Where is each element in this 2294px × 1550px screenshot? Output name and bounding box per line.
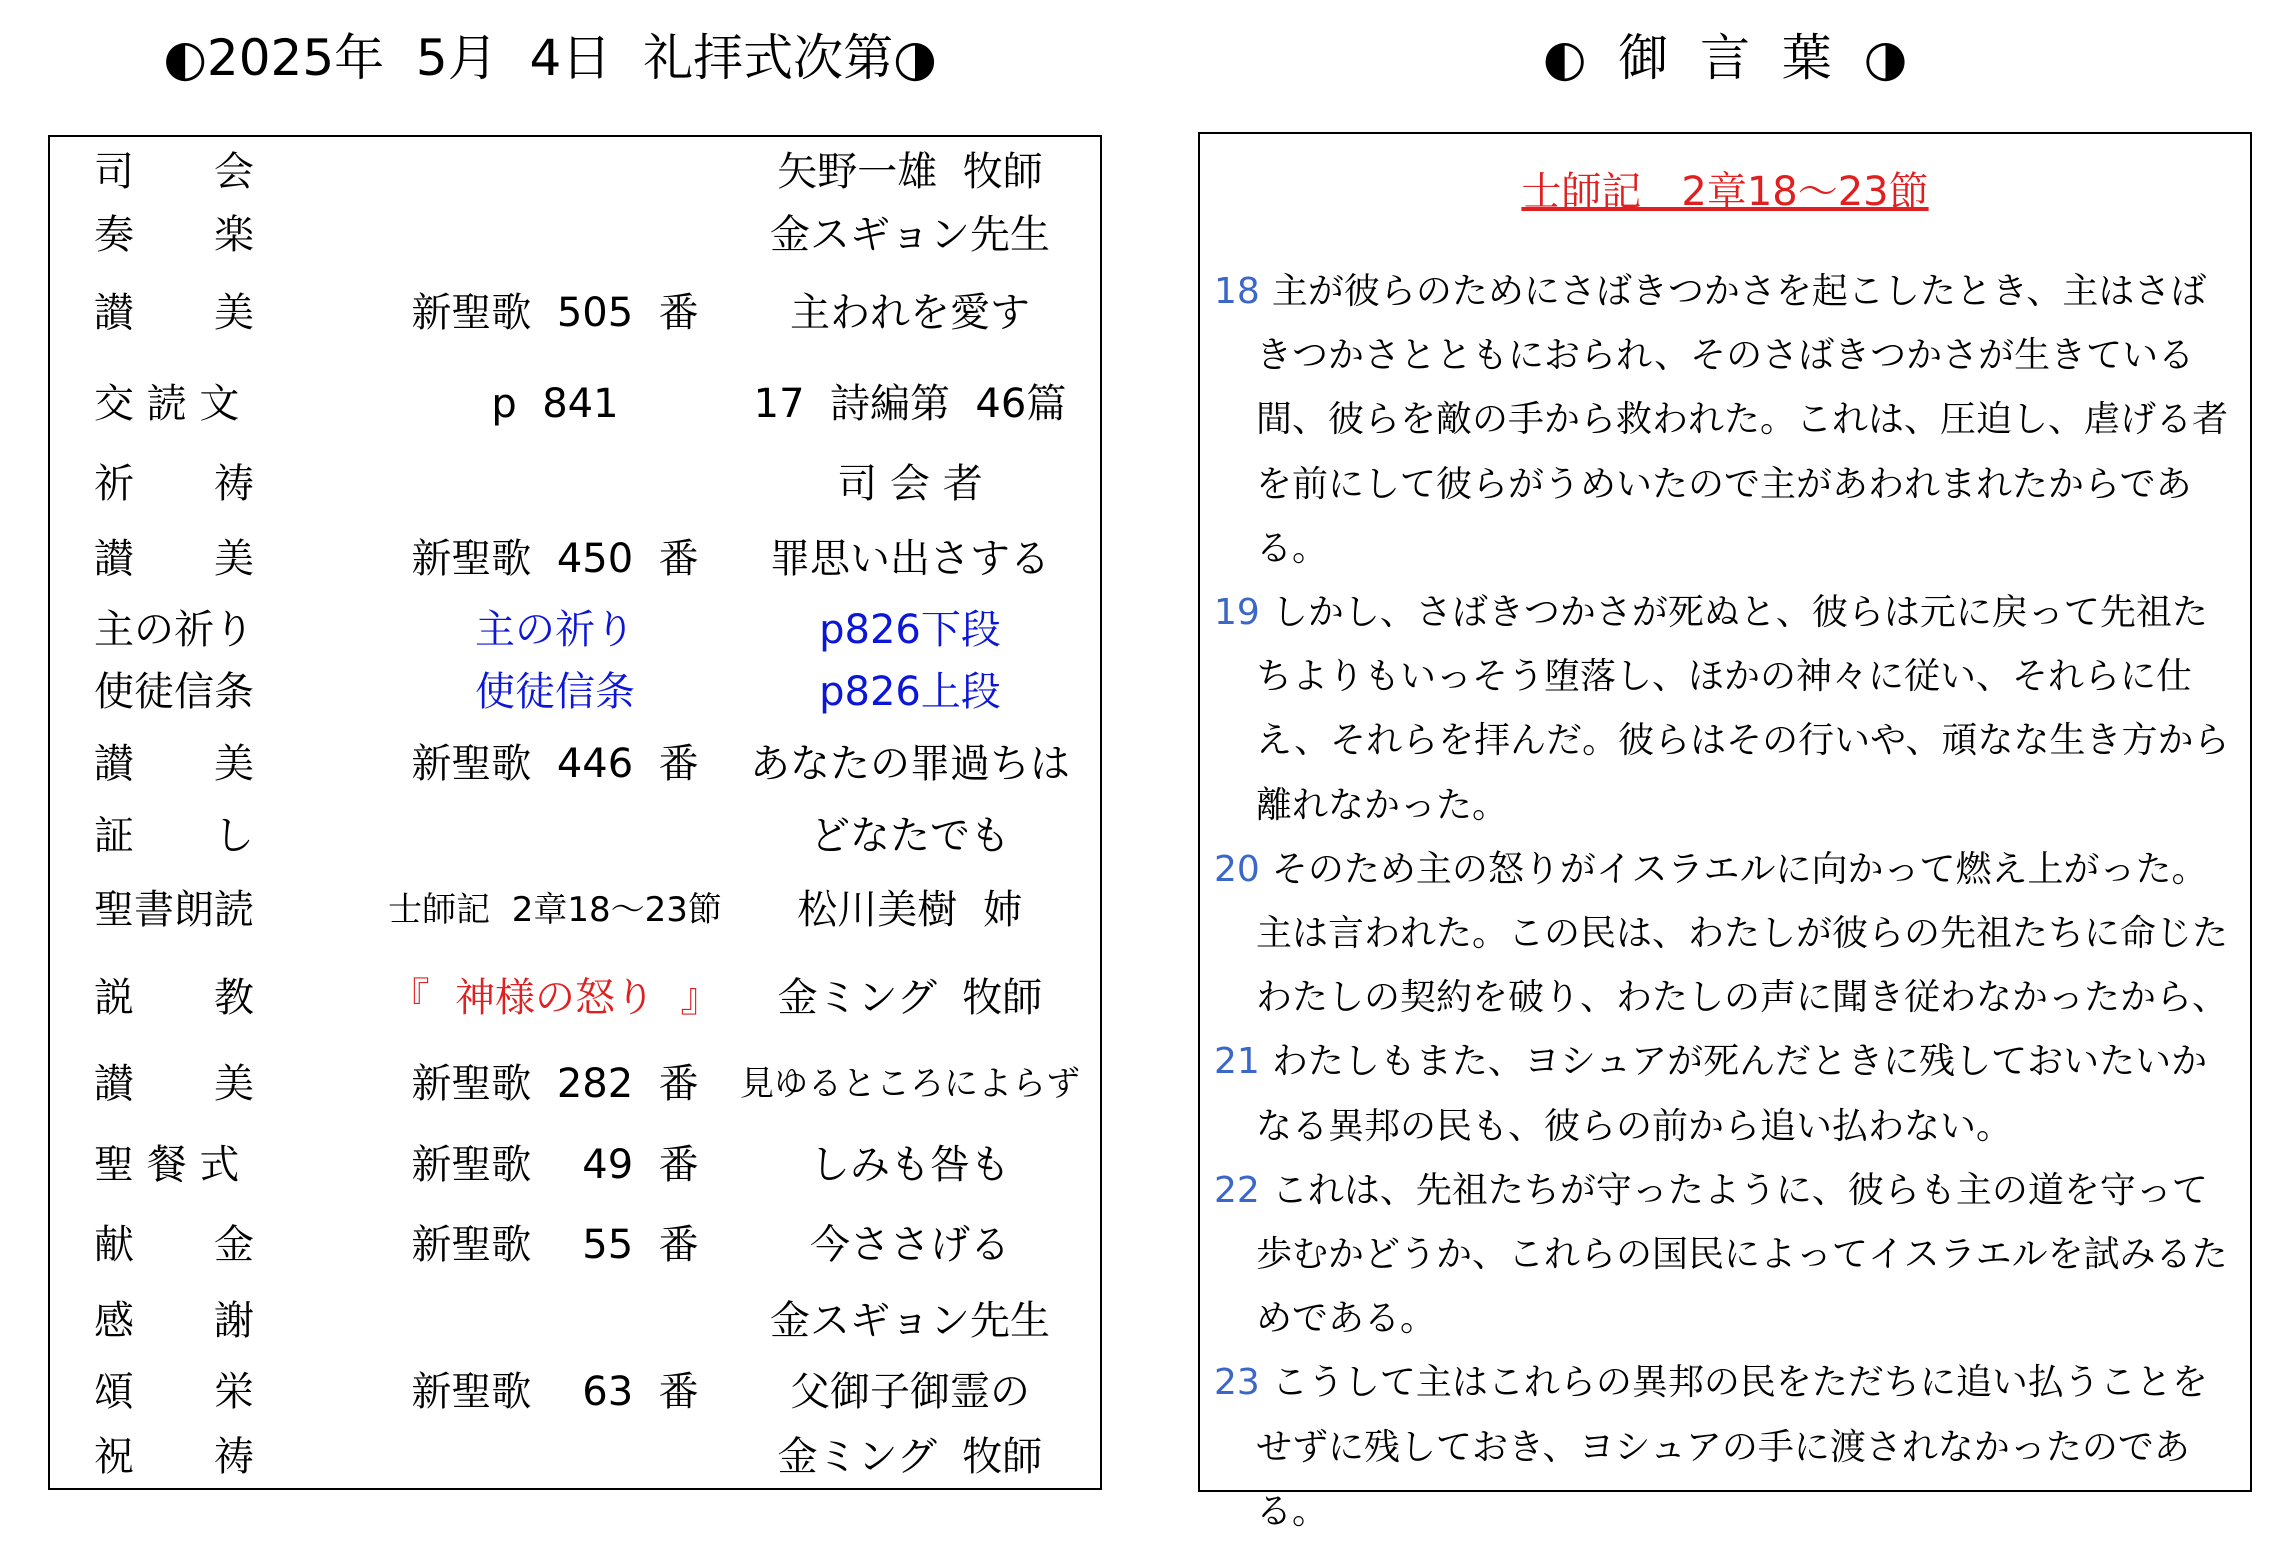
program-detail: 士師記 2章18～23節 [388,890,722,930]
program-row [50,1422,1100,1492]
program-item: 讃 美 [94,1061,254,1107]
program-right: 見ゆるところによらず [740,1064,1080,1104]
program-detail: 『 神様の怒り 』 [389,975,721,1021]
program-row [50,801,1100,871]
program-right: 松川美樹 姉 [797,887,1023,933]
program-item: 祝 祷 [94,1434,254,1480]
verse-text: そのため主の怒りがイスラエルに向かって燃え上がった。主は言われた。この民は、わたしが彼らの先祖たちに命じたわたしの契約を破り、わたしの声に聞き従わなかったから、 [1256,848,2229,1019]
verse-text: これは、先祖たちが守ったように、彼らも主の道を守って歩むかどうか、これらの国民によってイスラエルを試みるためである。 [1256,1169,2228,1340]
program-row [50,729,1100,799]
verse-number: 20 [1214,848,1260,890]
program-detail: p 841 [491,381,619,427]
scripture-title: ◐ 御 言 葉 ◑ [1542,29,1908,87]
program-right: 司 会 者 [837,461,983,507]
program-item: 祈 祷 [94,461,254,507]
program-right: p826上段 [819,669,1001,715]
program-right: 17 詩編第 46篇 [753,381,1067,427]
program-row [50,1286,1100,1356]
program-item: 聖 餐 式 [94,1142,240,1188]
verse [1214,581,2234,838]
program-right: 金スギョン先生 [770,212,1050,258]
verse-number: 18 [1214,271,1260,312]
program-row [50,1049,1100,1119]
program-item: 司 会 [94,149,254,195]
verse-list [1214,260,2234,1544]
passage-reference: 士師記 2章18～23節 [1521,169,1929,215]
program-right: 金ミング 牧師 [777,1434,1043,1480]
verse [1214,260,2234,581]
program-detail: 新聖歌 282 番 [411,1061,699,1107]
verse [1214,1159,2234,1352]
program-row [50,524,1100,594]
program-row [50,369,1100,439]
program-row [50,449,1100,519]
program-right: 今ささげる [810,1222,1010,1268]
program-item: 奏 楽 [94,212,254,258]
program-item: 讃 美 [94,290,254,336]
program-detail: 新聖歌 446 番 [411,741,699,787]
program-right: しみも咎も [810,1142,1010,1188]
program-right: あなたの罪過ちは [750,741,1070,787]
program-row [50,657,1100,727]
verse-number: 23 [1214,1362,1260,1404]
program-row [50,963,1100,1033]
program-item: 説 教 [94,975,254,1021]
program-detail: 新聖歌 505 番 [411,290,699,336]
verse-text: こうして主はこれらの異邦の民をただちに追い払うことをせずに残しておき、ヨシュアの手に渡されなかったのである。 [1256,1362,2208,1532]
program-item: 聖書朗読 [94,887,254,933]
scripture-box [1198,132,2252,1532]
program-right: 矢野一雄 牧師 [777,149,1043,195]
program-item: 讃 美 [94,536,254,582]
program-detail: 新聖歌 63 番 [411,1369,699,1415]
program-right: 罪思い出さする [770,536,1050,582]
verse-number: 22 [1214,1169,1260,1211]
program-row [50,1357,1100,1427]
program-right: 金ミング 牧師 [777,975,1043,1021]
verse-number: 21 [1214,1041,1260,1083]
program-box [48,135,1102,1490]
program-right: 父御子御霊の [790,1369,1030,1415]
program-detail: 主の祈り [475,607,635,653]
verse-text: しかし、さばきつかさが死ぬと、彼らは元に戻って先祖たちよりもいっそう堕落し、ほかの神々に従い、それらに仕え、それらを拝んだ。彼らはその行いや、頑なな生き方から離れなかった。 [1256,592,2230,826]
program-item: 主の祈り [94,607,254,653]
program-row [50,1210,1100,1280]
verse-number: 19 [1214,592,1260,634]
program-item: 交 読 文 [94,381,240,427]
program-item: 証 し [94,813,254,859]
program-detail: 使徒信条 [475,669,635,715]
program-title: ◐2025年 5月 4日 礼拝式次第◑ [163,29,937,87]
program-detail: 新聖歌 55 番 [411,1222,699,1268]
program-item: 使徒信条 [94,669,254,715]
program-right: 金スギョン先生 [770,1298,1050,1344]
program-item: 感 謝 [94,1298,254,1344]
program-right: 主われを愛す [790,290,1030,336]
program-row [50,200,1100,270]
passage-title [1200,162,2250,222]
program-row [50,595,1100,665]
program-detail: 新聖歌 49 番 [411,1142,699,1188]
verse [1214,1351,2234,1544]
verse [1214,838,2234,1031]
program-item: 讃 美 [94,741,254,787]
program-row [50,875,1100,945]
program-row [50,1130,1100,1200]
program-row [50,278,1100,348]
verse-text: 主が彼らのためにさばきつかさを起こしたとき、主はさばきつかさとともにおられ、そのさばきつかさが生きている間、彼らを敵の手から救われた。これは、圧迫し、虐げる者を前にして彼らがうめいたので主があわれまれたからである。 [1256,271,2229,569]
program-right: どなたでも [810,813,1010,859]
program-detail: 新聖歌 450 番 [411,536,699,582]
program-item: 頌 栄 [94,1369,254,1415]
verse-text: わたしもまた、ヨシュアが死んだときに残しておいたいかなる異邦の民も、彼らの前から追い払わない。 [1256,1041,2208,1147]
program-right: p826下段 [819,607,1001,653]
program-row [50,137,1100,207]
verse [1214,1030,2234,1158]
program-item: 献 金 [94,1222,254,1268]
